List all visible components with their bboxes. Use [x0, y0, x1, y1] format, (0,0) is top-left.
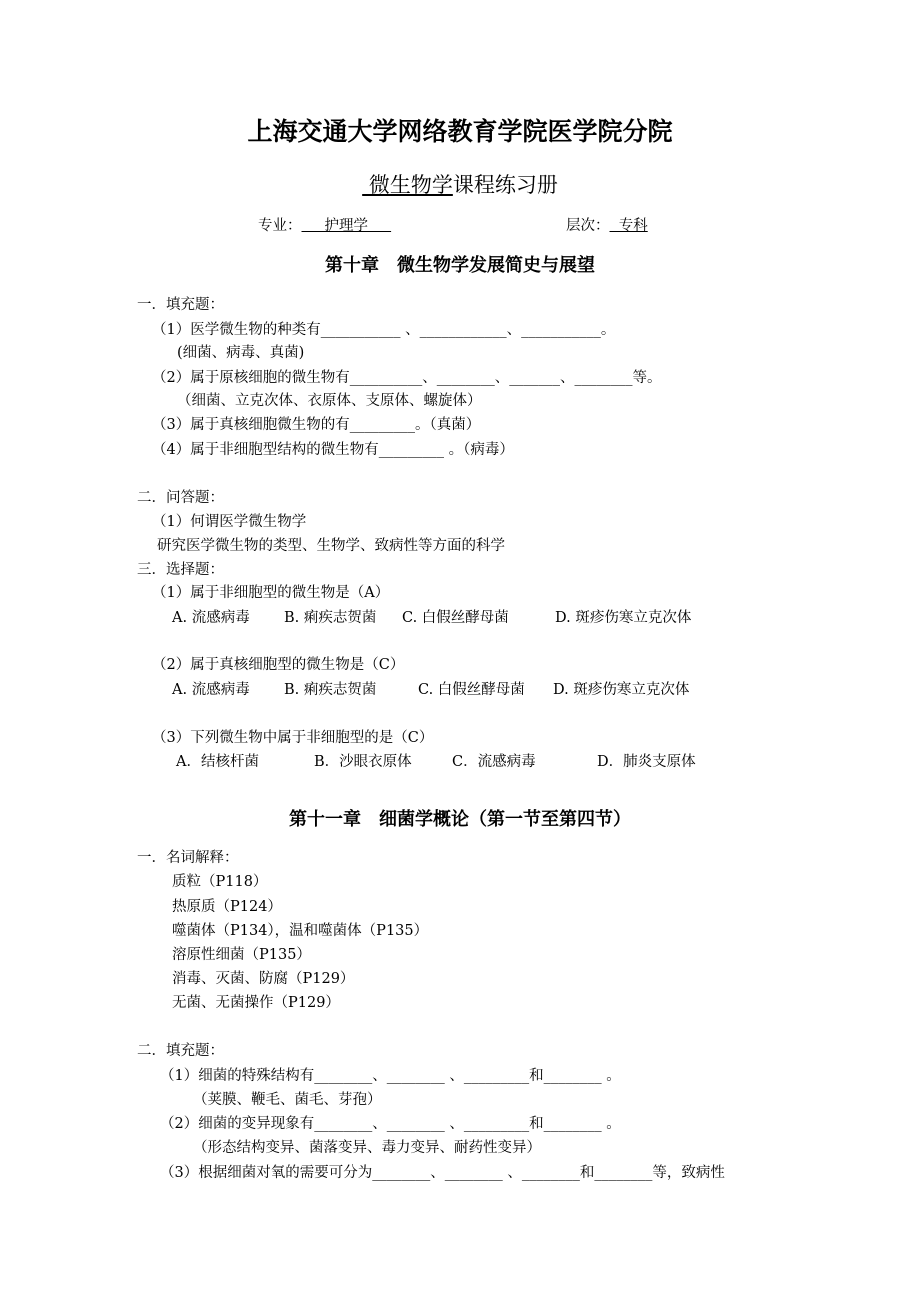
section-heading: 一．填充题： [137, 297, 224, 313]
question-line: （1）医学微生物的种类有___________ 、____________、___________。 [152, 322, 616, 338]
question-line: （3）下列微生物中属于非细胞型的是（C） [152, 730, 434, 746]
level-field [566, 217, 648, 235]
question-line: （1）属于非细胞型的微生物是（A） [152, 585, 390, 601]
major-label: 专业： [258, 218, 302, 234]
option: A. 流感病毒 [172, 682, 250, 698]
option: A．结核杆菌 [176, 754, 259, 770]
option: B. 痢疾志贺菌 [284, 610, 377, 626]
option: D．肺炎支原体 [597, 754, 696, 770]
question-line: （3）根据细菌对氧的需要可分为________、________ 、________和________等，致病性 [160, 1165, 725, 1181]
option: D. 斑疹伤寒立克次体 [555, 610, 692, 626]
term-item: 热原质（P124） [172, 899, 282, 915]
major-field [258, 217, 391, 235]
option: A. 流感病毒 [172, 610, 250, 626]
option: B．沙眼衣原体 [314, 754, 412, 770]
question-line: （1）何谓医学微生物学 [152, 514, 307, 530]
level-label: 层次： [566, 218, 610, 234]
answer-line: （荚膜、鞭毛、菌毛、芽孢） [193, 1092, 382, 1108]
section-heading: 二．填充题： [137, 1043, 224, 1059]
chapter11-heading: 第十一章 细菌学概论（第一节至第四节） [289, 809, 631, 830]
option: D. 斑疹伤寒立克次体 [553, 682, 690, 698]
term-item: 溶原性细菌（P135） [172, 947, 311, 963]
option: B. 痢疾志贺菌 [284, 682, 377, 698]
chapter10-heading: 第十章 微生物学发展简史与展望 [325, 255, 595, 276]
option: C. 白假丝酵母菌 [402, 610, 509, 626]
answer-line: （形态结构变异、菌落变异、毒力变异、耐药性变异） [193, 1140, 541, 1156]
section-heading: 二．问答题： [137, 490, 224, 506]
question-line: （2）属于原核细胞的微生物有__________、________、_______、________等。 [152, 370, 662, 386]
answer-line: （细菌、立克次体、衣原体、支原体、螺旋体） [177, 393, 482, 409]
answer-line: (细菌、病毒、真菌) [177, 345, 305, 361]
course-subtitle-rest: 课程练习册 [452, 173, 558, 197]
course-subtitle [0, 172, 920, 198]
course-name: 微生物学 [362, 173, 453, 197]
option: C. 白假丝酵母菌 [418, 682, 525, 698]
question-line: （1）细菌的特殊结构有________、________ 、_________和________ 。 [160, 1068, 621, 1084]
question-line: （2）属于真核细胞型的微生物是（C） [152, 657, 405, 673]
term-item: 噬菌体（P134），温和噬菌体（P135） [172, 923, 429, 939]
option: C．流感病毒 [452, 754, 536, 770]
section-heading: 三．选择题： [137, 562, 224, 578]
question-line: （3）属于真核细胞微生物的有_________。（真菌） [152, 417, 481, 433]
document-title: 上海交通大学网络教育学院医学院分院 [247, 117, 673, 146]
major-value: 护理学 [301, 218, 392, 234]
question-line: （4）属于非细胞型结构的微生物有_________ 。（病毒） [152, 442, 514, 458]
term-item: 消毒、灭菌、防腐（P129） [172, 971, 355, 987]
term-item: 无菌、无菌操作（P129） [172, 995, 340, 1011]
section-heading: 一．名词解释： [137, 850, 239, 866]
answer-line: 研究医学微生物的类型、生物学、致病性等方面的科学 [157, 538, 505, 554]
question-line: （2）细菌的变异现象有________、________ 、_________和________ 。 [160, 1116, 621, 1132]
level-value: 专科 [609, 218, 648, 234]
term-item: 质粒（P118） [172, 874, 268, 890]
